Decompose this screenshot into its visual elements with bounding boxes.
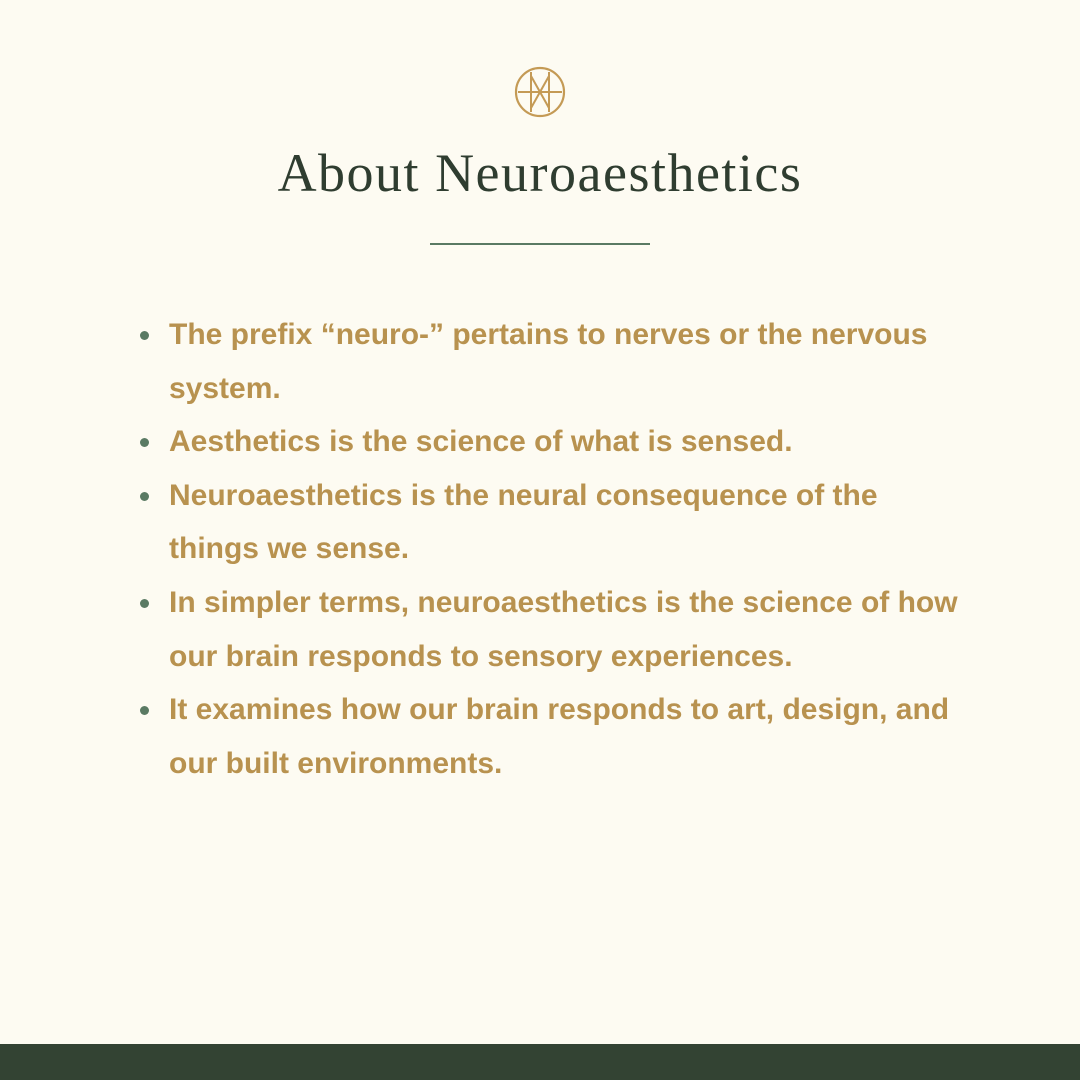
bullet-list	[140, 308, 970, 790]
list-item-text: Neuroaesthetics is the neural consequence of the things we sense.	[169, 478, 878, 566]
bullet-dot-icon	[140, 599, 149, 608]
bullet-dot-icon	[140, 706, 149, 715]
monogram-emblem-icon	[514, 66, 566, 118]
title-divider	[430, 243, 650, 245]
bullet-dot-icon	[140, 438, 149, 447]
list-item	[140, 469, 970, 576]
list-item-text: Aesthetics is the science of what is sensed.	[169, 425, 793, 459]
footer-bar	[0, 1044, 1080, 1080]
list-item	[140, 415, 970, 469]
list-item-text: In simpler terms, neuroaesthetics is the science of how our brain responds to sensory experiences.	[169, 585, 958, 673]
list-item	[140, 308, 970, 415]
bullet-dot-icon	[140, 331, 149, 340]
page-title: About Neuroaesthetics	[277, 143, 803, 203]
list-item	[140, 683, 970, 790]
list-item-text: The prefix “neuro-” pertains to nerves or the nervous system.	[169, 318, 928, 405]
list-item	[140, 576, 970, 683]
bullet-dot-icon	[140, 492, 149, 501]
list-item-text: It examines how our brain responds to art, design, and our built environments.	[169, 693, 950, 780]
